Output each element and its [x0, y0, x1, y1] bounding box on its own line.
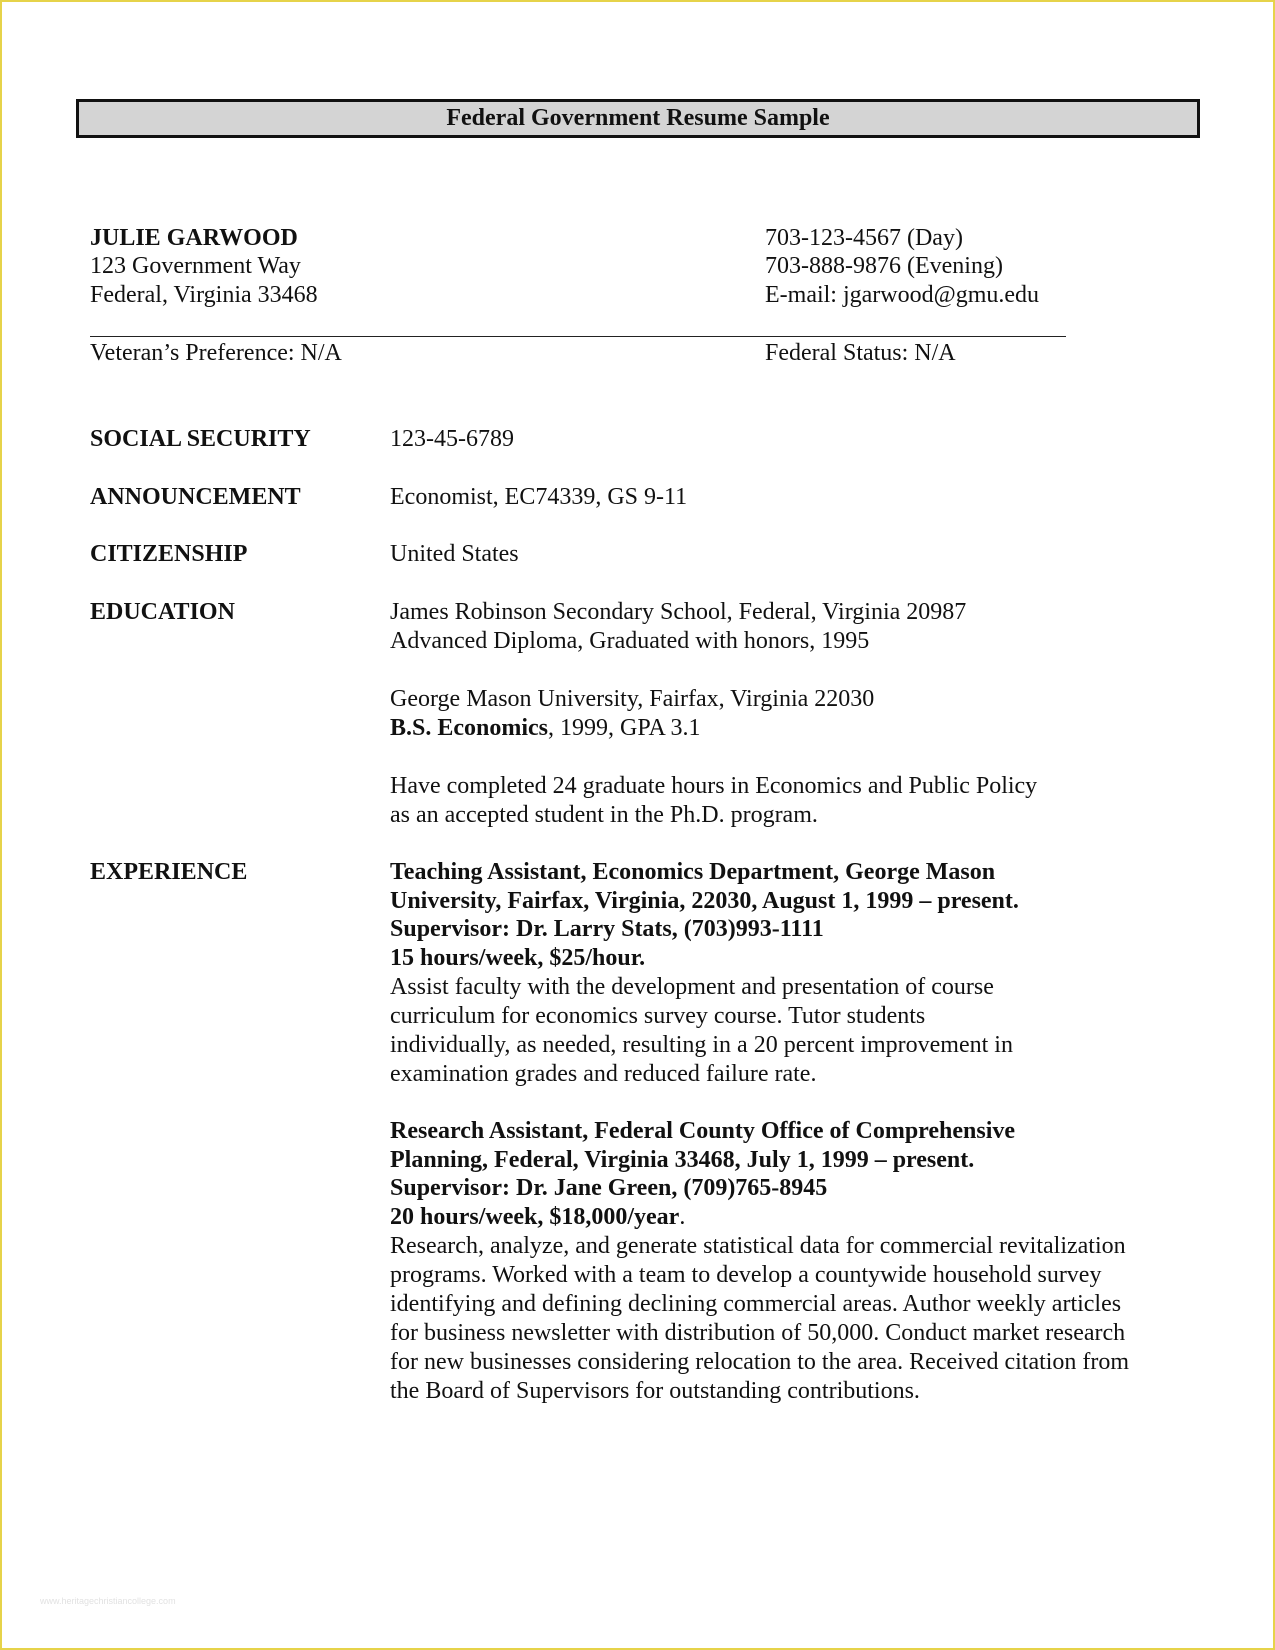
education-degree-details: , 1999, GPA 3.1: [548, 715, 701, 741]
phone-evening: 703-888-9876 (Evening): [765, 253, 1003, 279]
section-label-citizenship: CITIZENSHIP: [90, 541, 248, 567]
applicant-name: JULIE GARWOOD: [90, 225, 298, 251]
social-security-value: 123-45-6789: [390, 426, 514, 452]
citizenship-value: United States: [390, 541, 519, 567]
education-degree: B.S. Economics: [390, 715, 549, 741]
address-line-2: Federal, Virginia 33468: [90, 282, 318, 308]
education-school1-line1: James Robinson Secondary School, Federal, Virginia 20987: [390, 599, 967, 625]
job2-header-line1: Research Assistant, Federal County Office of Comprehensive: [390, 1118, 1016, 1144]
section-label-experience: EXPERIENCE: [90, 859, 248, 885]
section-label-education: EDUCATION: [90, 599, 235, 625]
job2-hours-suffix: .: [679, 1204, 686, 1230]
job2-hours: 20 hours/week, $18,000/year: [390, 1204, 680, 1230]
education-school2-line2: [390, 714, 701, 743]
phone-day: 703-123-4567 (Day): [765, 225, 963, 251]
education-graduate-line1: Have completed 24 graduate hours in Economics and Public Policy: [390, 773, 1038, 799]
section-label-announcement: ANNOUNCEMENT: [90, 484, 301, 510]
announcement-value: Economist, EC74339, GS 9-11: [390, 484, 688, 510]
job2-description: Research, analyze, and generate statistical data for commercial revitalization programs. Worked with a team to develop a countywide household survey identifying and defining declining commercial areas. Author weekly articles for business newsletter with distribution of 50,000. Conduct market research for new businesses considering relocation to the area. Received citation from the Board of Supervisors for outstanding contributions.: [390, 1233, 1130, 1404]
job1-hours: 15 hours/week, $25/hour.: [390, 945, 646, 971]
watermark: www.heritagechristiancollege.com: [40, 1596, 176, 1606]
document-title: Federal Government Resume Sample: [76, 99, 1200, 138]
education-graduate-line2: as an accepted student in the Ph.D. program.: [390, 802, 818, 828]
address-line-1: 123 Government Way: [90, 253, 301, 279]
veterans-preference: Veteran’s Preference: N/A: [90, 340, 342, 366]
education-school1-line2: Advanced Diploma, Graduated with honors, 1995: [390, 628, 870, 654]
education-school2-line1: George Mason University, Fairfax, Virginia 22030: [390, 686, 875, 712]
email: E-mail: jgarwood@gmu.edu: [765, 282, 1040, 308]
job1-header-line1: Teaching Assistant, Economics Department, George Mason: [390, 859, 996, 885]
section-label-social-security: SOCIAL SECURITY: [90, 426, 311, 452]
job2-hours-line: [390, 1203, 685, 1232]
job1-header-line2: University, Fairfax, Virginia, 22030, August 1, 1999 – present.: [390, 888, 1019, 914]
job2-supervisor: Supervisor: Dr. Jane Green, (709)765-8945: [390, 1175, 828, 1201]
divider-line: [90, 336, 1066, 337]
job1-supervisor: Supervisor: Dr. Larry Stats, (703)993-1111: [390, 916, 824, 942]
job2-header-line2: Planning, Federal, Virginia 33468, July 1, 1999 – present.: [390, 1147, 975, 1173]
job1-description: Assist faculty with the development and presentation of course curriculum for economics survey course. Tutor students individually, as needed, resulting in a 20 percent improvement in examination grades and reduced failure rate.: [390, 974, 1013, 1087]
federal-status: Federal Status: N/A: [765, 340, 956, 366]
